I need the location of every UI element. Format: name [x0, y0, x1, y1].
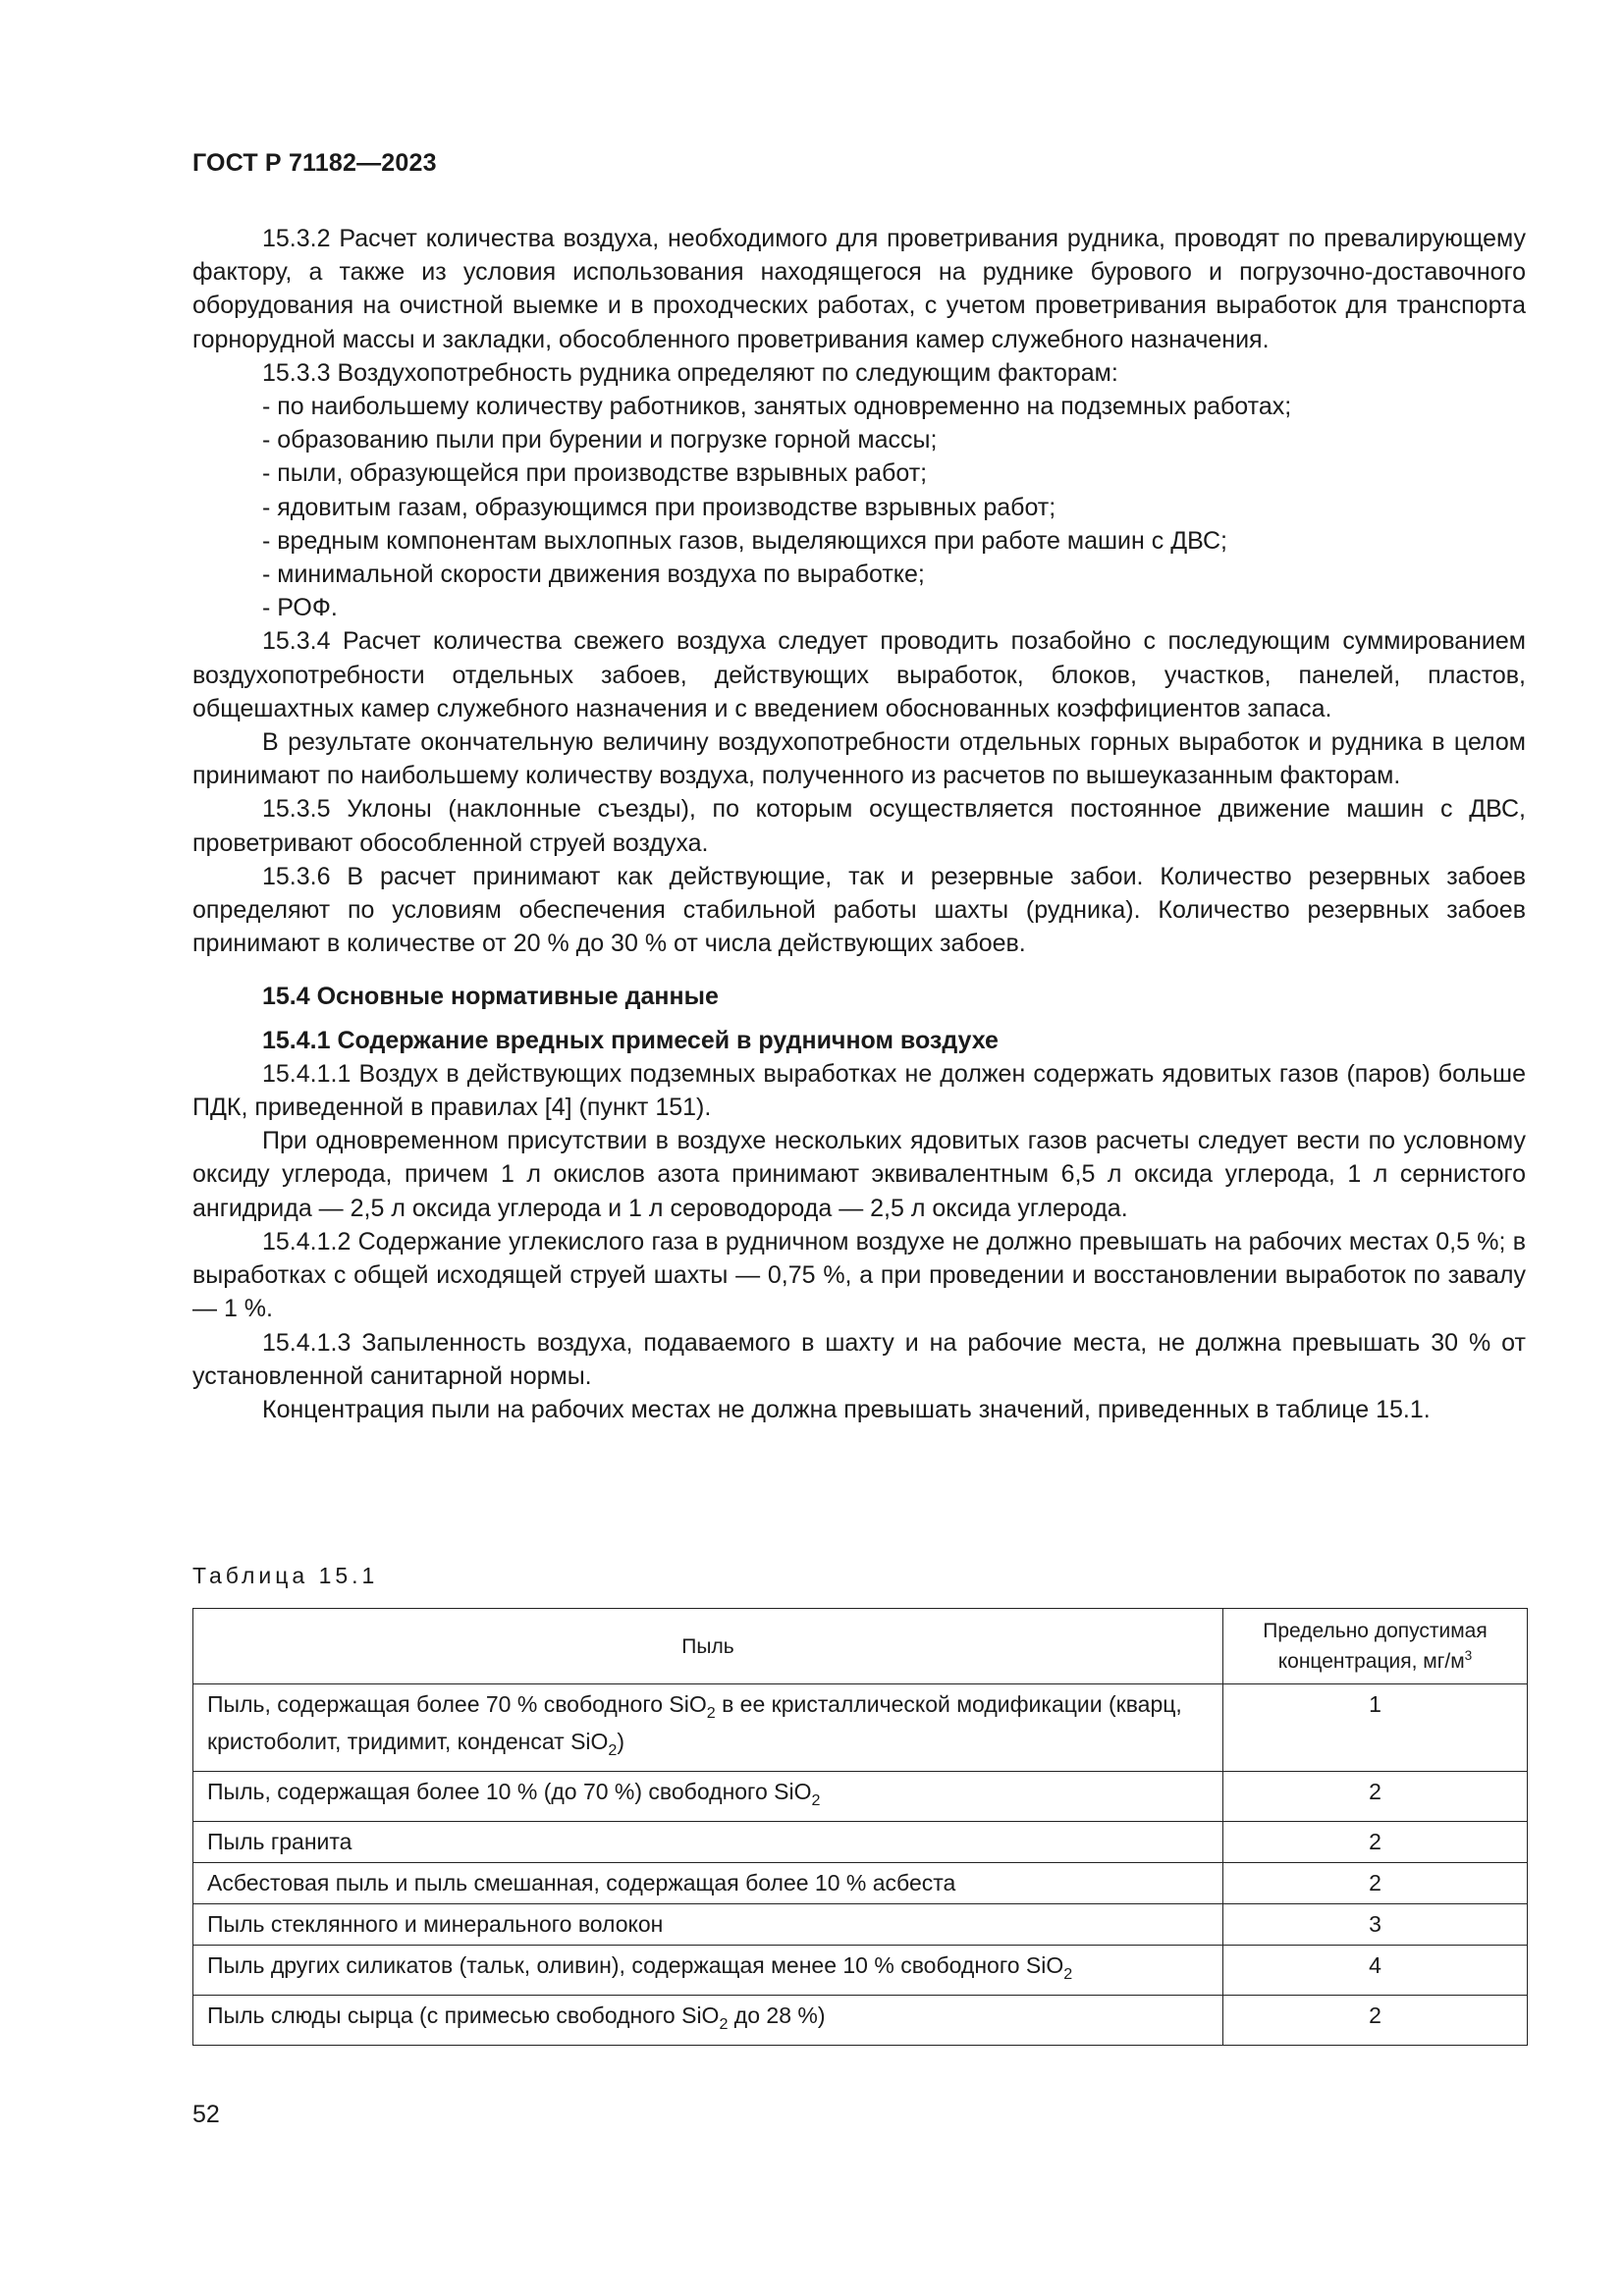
table-row: [193, 1822, 1528, 1863]
factor-item: - по наибольшему количеству работников, занятых одновременно на подземных работах;: [262, 393, 1292, 421]
dust-concentration-table: [192, 1608, 1528, 2046]
factor-item: - РОФ.: [262, 594, 338, 622]
paragraph-15-3-5: 15.3.5 Уклоны (наклонные съезды), по которым осуществляется постоянное движение машин с ДВС, проветривают обособленной струей воздуха.: [192, 795, 1526, 857]
paragraph-15-4-1-2: 15.4.1.2 Содержание углекислого газа в рудничном воздухе не должно превышать на рабочих местах 0,5 %; в выработках с общей исходящей струей шахты — 0,75 %, а при проведении и восстановлении выработок по завалу — 1 %.: [192, 1227, 1526, 1323]
factor-item: - ядовитым газам, образующимся при производстве взрывных работ;: [262, 493, 1056, 521]
value-cell: 2: [1223, 1863, 1528, 1904]
dust-cell: [193, 1996, 1223, 2046]
formula-subscript: 2: [608, 1741, 618, 1759]
cell-text: ): [617, 1729, 625, 1754]
unit-superscript: 3: [1464, 1648, 1473, 1663]
dust-cell: [193, 1946, 1223, 1996]
paragraph-result: В результате окончательную величину воздухопотребности отдельных горных выработок и рудника в целом принимают по наибольшему количеству воздуха, полученного из расчетов по вышеуказанным факторам.: [192, 728, 1526, 790]
formula-subscript: 2: [706, 1704, 716, 1722]
paragraph-dust-concentration: Концентрация пыли на рабочих местах не должна превышать значений, приведенных в таблице 15.1.: [262, 1395, 1431, 1423]
value-cell: 1: [1223, 1684, 1528, 1772]
formula-subscript: 2: [811, 1791, 821, 1809]
factor-item: - минимальной скорости движения воздуха по выработке;: [262, 561, 925, 589]
cell-text: Пыль, содержащая более 10 % (до 70 %) свободного: [207, 1779, 775, 1804]
table-row: [193, 1772, 1528, 1822]
formula-sio: SiO: [1025, 1952, 1064, 1978]
table-header-row: [193, 1609, 1528, 1684]
dust-cell: [193, 1684, 1223, 1772]
table-caption: Таблица 15.1: [192, 1563, 379, 1588]
table-row: [193, 1904, 1528, 1946]
factor-item: - пыли, образующейся при производстве взрывных работ;: [262, 459, 928, 488]
document-header: ГОСТ Р 71182—2023: [192, 149, 437, 177]
value-cell: 2: [1223, 1996, 1528, 2046]
dust-cell: Асбестовая пыль и пыль смешанная, содержащая более 10 % асбеста: [193, 1863, 1223, 1904]
value-cell: 3: [1223, 1904, 1528, 1946]
cell-text: Пыль, содержащая более 70 % свободного: [207, 1691, 670, 1717]
paragraph-15-4-1-1: 15.4.1.1 Воздух в действующих подземных выработках не должен содержать ядовитых газов (паров) больше ПДК, приведенной в правилах [4] (пункт 151).: [192, 1059, 1526, 1122]
table-row: [193, 1996, 1528, 2046]
table-row: [193, 1684, 1528, 1772]
cell-text: Пыль слюды сырца (с примесью свободного: [207, 2002, 682, 2028]
paragraph-15-3-3: 15.3.3 Воздухопотребность рудника определяют по следующим факторам:: [262, 358, 1118, 387]
dust-cell: Пыль гранита: [193, 1822, 1223, 1863]
value-cell: 2: [1223, 1822, 1528, 1863]
section-heading-15-4-1: 15.4.1 Содержание вредных примесей в рудничном воздухе: [262, 1026, 999, 1054]
column-header-dust: Пыль: [193, 1609, 1223, 1684]
paragraph-gases: При одновременном присутствии в воздухе нескольких ядовитых газов расчеты следует вести по условному оксиду углерода, причем 1 л окислов азота принимают эквивалентным 6,5 л оксида углерода, 1 л сернистого ангидрида — 2,5 л оксида углерода и 1 л сероводорода — 2,5 л оксида углерода.: [192, 1127, 1526, 1222]
paragraph-15-3-2: 15.3.2 Расчет количества воздуха, необходимого для проветривания рудника, проводят по превалирующему фактору, а также из условия использования находящегося на руднике бурового и погрузочно-доставочного оборудования на очистной выемке и в проходческих работах, с учетом проветривания выработок для транспорта горнорудной массы и закладки, обособленного проветривания камер служебного назначения.: [192, 225, 1526, 353]
formula-sio: SiO: [570, 1729, 609, 1754]
dust-cell: [193, 1772, 1223, 1822]
dust-cell: Пыль стеклянного и минерального волокон: [193, 1904, 1223, 1946]
concentration-header-text: Предельно допустимая концентрация, мг/м: [1263, 1620, 1488, 1673]
value-cell: 2: [1223, 1772, 1528, 1822]
section-heading-15-4: 15.4 Основные нормативные данные: [262, 983, 719, 1011]
paragraph-15-4-1-3: 15.4.1.3 Запыленность воздуха, подаваемого в шахту и на рабочие места, не должна превышать 30 % от установленной санитарной нормы.: [192, 1328, 1526, 1390]
formula-sio: SiO: [669, 1691, 707, 1717]
formula-sio: SiO: [681, 2002, 720, 2028]
formula-sio: SiO: [774, 1779, 812, 1804]
formula-subscript: 2: [1063, 1965, 1073, 1983]
factor-item: - вредным компонентам выхлопных газов, выделяющихся при работе машин с ДВС;: [262, 526, 1227, 555]
cell-text: до 28 %): [728, 2002, 826, 2028]
table-row: [193, 1946, 1528, 1996]
value-cell: 4: [1223, 1946, 1528, 1996]
paragraph-15-3-6: 15.3.6 В расчет принимают как действующие, так и резервные забои. Количество резервных забоев определяют по условиям обеспечения стабильной работы шахты (рудника). Количество резервных забоев принимают в количестве от 20 % до 30 % от числа действующих забоев.: [192, 862, 1526, 958]
paragraph-15-3-4: 15.3.4 Расчет количества свежего воздуха следует проводить позабойно с последующим суммированием воздухопотребности отдельных забоев, действующих выработок, блоков, участков, панелей, пластов, общешахтных камер служебного назначения и с введением обоснованных коэффициентов запаса.: [192, 627, 1526, 722]
column-header-concentration: [1223, 1609, 1528, 1684]
page-number: 52: [192, 2101, 220, 2128]
body-text: [192, 222, 1526, 1426]
cell-text: Пыль других силикатов (тальк, оливин), содержащая менее 10 % свободного: [207, 1952, 1026, 1978]
cell-text: в ее кристаллической модификации (кварц, кристоболит, тридимит, конденсат: [207, 1691, 1182, 1754]
table-row: [193, 1863, 1528, 1904]
formula-subscript: 2: [719, 2015, 729, 2033]
factor-item: - образованию пыли при бурении и погрузке горной массы;: [262, 426, 938, 454]
